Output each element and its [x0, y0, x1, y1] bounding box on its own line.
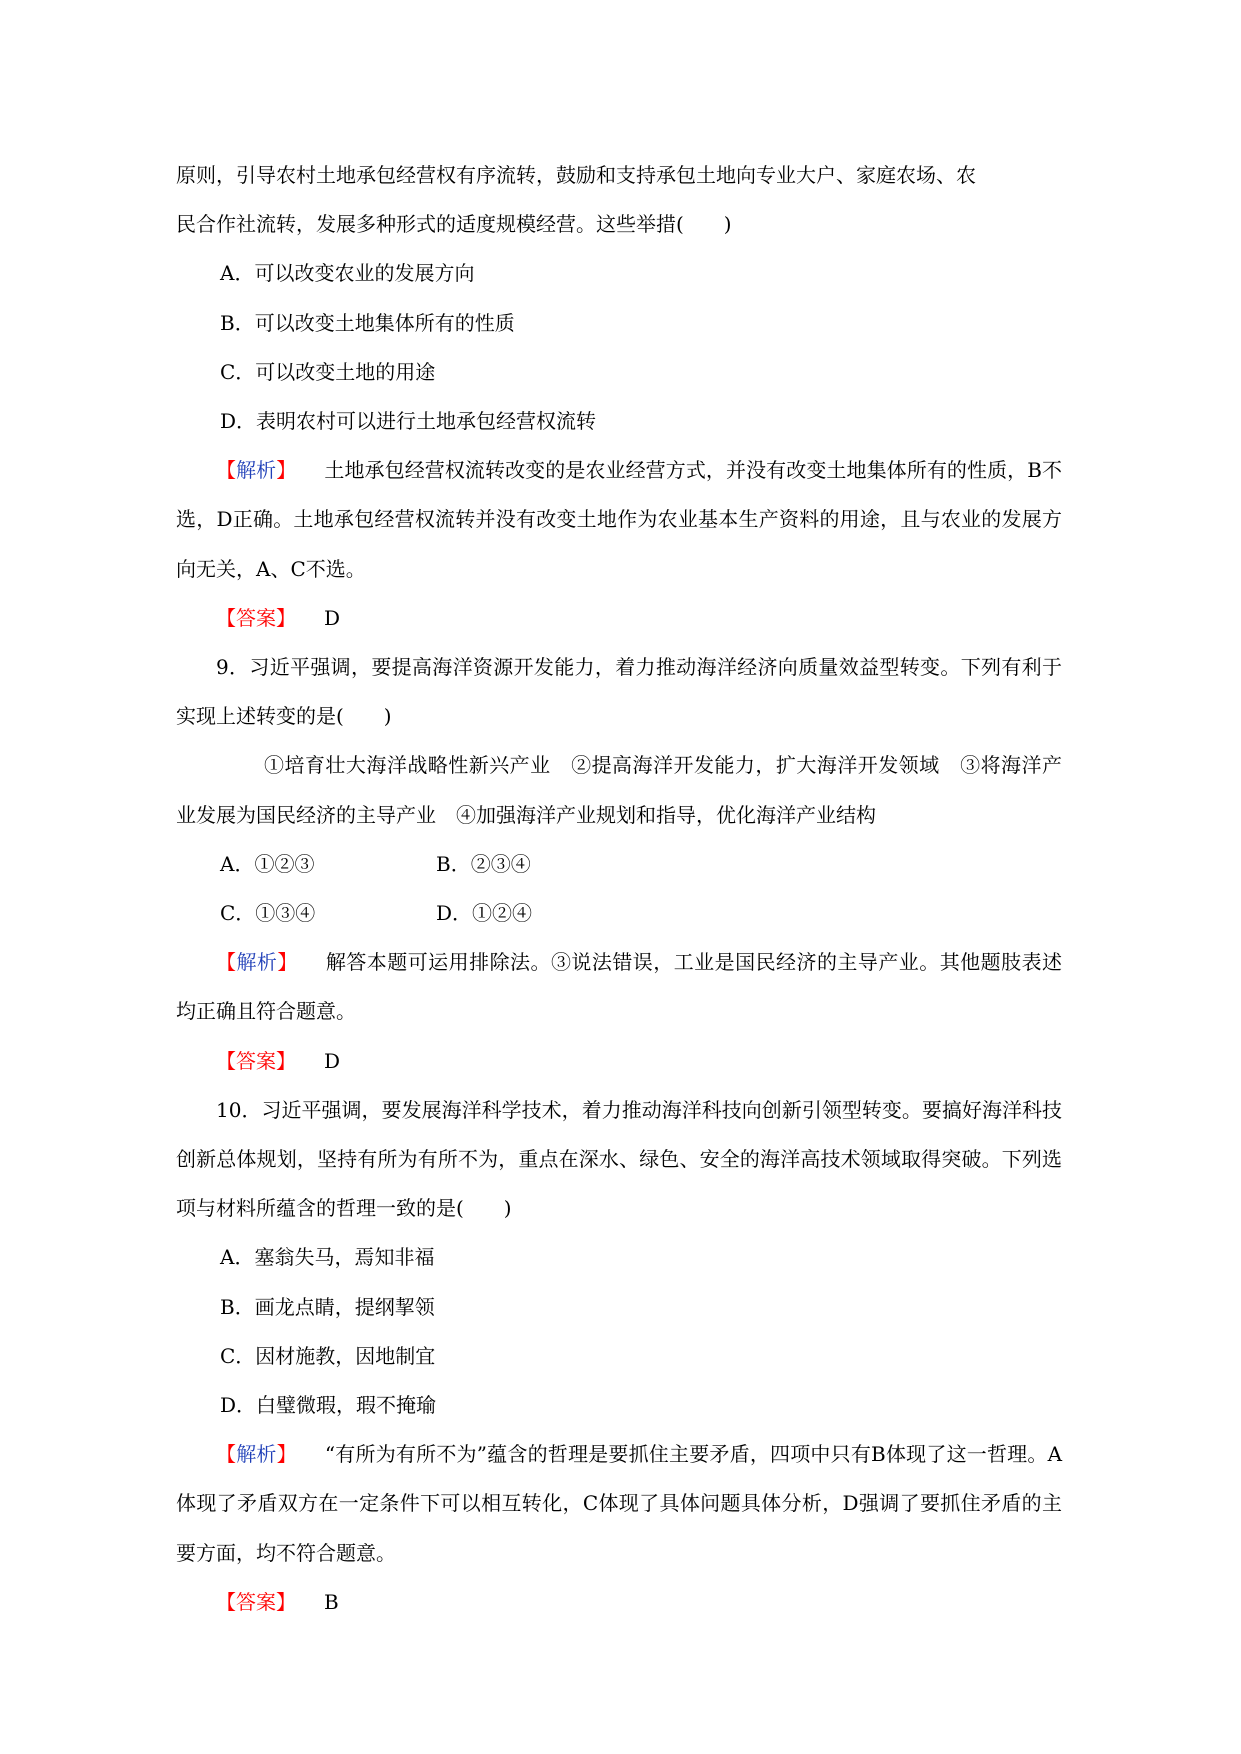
- q8-answer: [176, 594, 1062, 643]
- q10-option-b: B．画龙点睛，提纲挈领: [220, 1294, 435, 1319]
- q9-answer: [176, 1037, 1062, 1086]
- q8-analysis: [176, 446, 1062, 594]
- q9-analysis: [176, 938, 1062, 1036]
- q8-option-a: A．可以改变农业的发展方向: [220, 261, 475, 286]
- q10-answer-value: B: [324, 1589, 339, 1614]
- q10-stem: 10．习近平强调，要发展海洋科学技术，着力推动海洋科技向创新引领型转变。要搞好海洋科技创新总体规划，坚持有所为有所不为，重点在深水、绿色、安全的海洋高技术领域取得突破。下列选项与材料所蕴含的哲理一致的是( ): [176, 1097, 1062, 1221]
- q9-option-c: C．①③④: [220, 901, 316, 926]
- q10-analysis: [176, 1430, 1062, 1578]
- answer-label: 【答案】: [216, 605, 296, 630]
- q10-option-d: D．白璧微瑕，瑕不掩瑜: [220, 1393, 437, 1418]
- q9-items: ①培育壮大海洋战略性新兴产业 ②提高海洋开发能力，扩大海洋开发领域 ③将海洋产业发展为国民经济的主导产业 ④加强海洋产业规划和指导，优化海洋产业结构: [176, 753, 1062, 827]
- q8-stem-line1: 原则，引导农村土地承包经营权有序流转，鼓励和支持承包土地向专业大户、家庭农场、农: [176, 163, 976, 187]
- q10-option-a: A．塞翁失马，焉知非福: [220, 1245, 435, 1270]
- q9-option-d: D．①②④: [436, 901, 533, 926]
- q9-options-row-2: [176, 889, 1062, 938]
- q8-option-c: C．可以改变土地的用途: [220, 359, 436, 384]
- q10-answer: [176, 1578, 1062, 1627]
- q9-option-b: B．②③④: [436, 851, 531, 876]
- q9-stem: 9．习近平强调，要提高海洋资源开发能力，着力推动海洋经济向质量效益型转变。下列有利于实现上述转变的是( ): [176, 655, 1062, 729]
- answer-label: 【答案】: [216, 1589, 296, 1614]
- q10-option-c: C．因材施教，因地制宜: [220, 1343, 436, 1368]
- q9-answer-value: D: [324, 1048, 341, 1073]
- q9-options-row-1: [176, 840, 1062, 889]
- q8-stem-line2: 民合作社流转，发展多种形式的适度规模经营。这些举措( ): [176, 212, 732, 237]
- page-content: [176, 151, 1062, 1627]
- q8-option-b: B．可以改变土地集体所有的性质: [220, 310, 515, 335]
- analysis-label: 【解析】: [216, 950, 298, 975]
- q9-analysis-text: 解答本题可运用排除法。③说法错误，工业是国民经济的主导产业。其他题肢表述均正确且符合题意。: [176, 950, 1063, 1024]
- answer-label: 【答案】: [216, 1048, 296, 1073]
- analysis-label: 【解析】: [216, 1442, 297, 1467]
- q9-option-a: A．①②③: [220, 851, 315, 876]
- q10-analysis-text: “有所为有所不为”蕴含的哲理是要抓住主要矛盾，四项中只有B体现了这一哲理。A体现了矛盾双方在一定条件下可以相互转化，C体现了具体问题具体分析，D强调了要抓住矛盾的主要方面，均不符合题意。: [176, 1442, 1063, 1565]
- analysis-label: 【解析】: [216, 458, 297, 483]
- q8-option-d: D．表明农村可以进行土地承包经营权流转: [220, 409, 597, 434]
- q8-answer-value: D: [324, 605, 341, 630]
- q8-analysis-text: 土地承包经营权流转改变的是农业经营方式，并没有改变土地集体所有的性质，B不选，D正确。土地承包经营权流转并没有改变土地作为农业基本生产资料的用途，且与农业的发展方向无关，A、C不选。: [176, 458, 1063, 581]
